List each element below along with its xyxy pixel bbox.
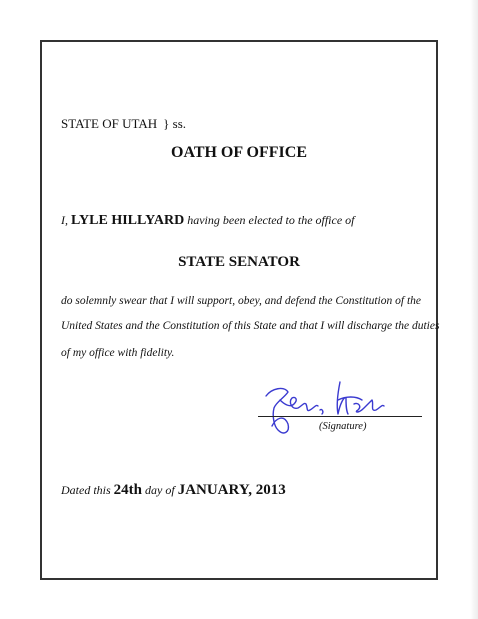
oath-suffix: having been elected to the office of <box>187 213 355 227</box>
state-name: STATE OF UTAH <box>61 116 158 131</box>
document-title: OATH OF OFFICE <box>171 144 307 161</box>
handwritten-signature <box>254 374 394 444</box>
ss-marker: } ss. <box>163 116 187 131</box>
dated-day: 24th <box>113 482 143 498</box>
dated-line <box>61 482 286 499</box>
dated-prefix: Dated this <box>61 483 111 497</box>
dated-month-year: JANUARY, 2013 <box>177 482 286 498</box>
oath-line <box>61 213 355 229</box>
oath-body-line-2: United States and the Constitution of this State and that I will discharge the duties <box>61 320 440 332</box>
signature-line <box>258 416 422 417</box>
office-title: STATE SENATOR <box>178 254 300 270</box>
signature-caption: (Signature) <box>319 421 367 432</box>
page-edge-shadow <box>470 0 478 619</box>
oath-prefix: I, <box>61 213 68 227</box>
oath-body-line-3: of my office with fidelity. <box>61 347 175 359</box>
dated-mid: day of <box>145 483 175 497</box>
official-name: LYLE HILLYARD <box>71 213 185 228</box>
oath-body-line-1: do solemnly swear that I will support, obey, and defend the Constitution of the <box>61 295 421 307</box>
venue-line <box>61 116 186 132</box>
